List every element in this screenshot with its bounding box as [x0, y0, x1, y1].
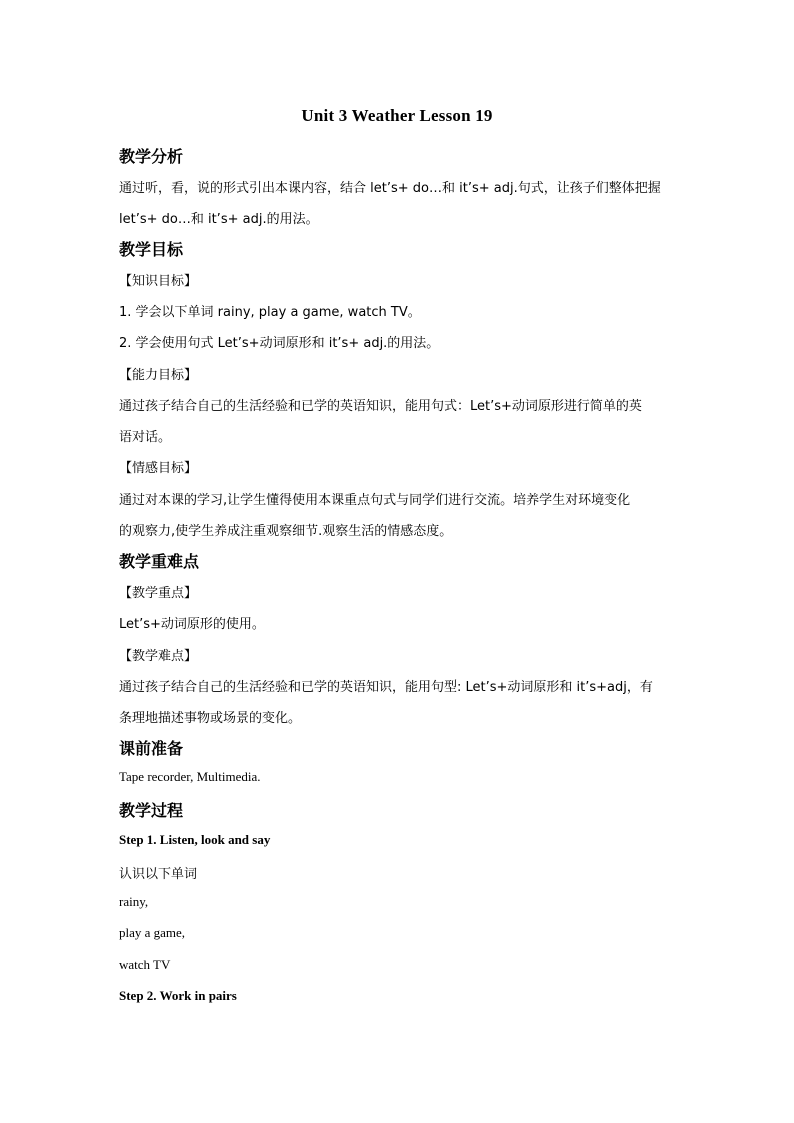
objectives-heading: 教学目标: [119, 240, 184, 259]
emotion-line-1: 通过对本课的学习,让学生懂得使用本课重点句式与同学们进行交流。培养学生对环境变化: [119, 493, 631, 508]
step-1-heading: Step 1. Listen, look and say: [119, 832, 271, 847]
process-heading: 教学过程: [119, 801, 184, 820]
knowledge-item-2: 2. 学会使用句式 Let’s+动词原形和 it’s+ adj.的用法。: [119, 336, 440, 351]
knowledge-label: 【知识目标】: [119, 274, 198, 289]
ability-line-2: 语对话。: [119, 430, 172, 445]
word-play-a-game: play a game,: [119, 925, 186, 940]
ability-label: 【能力目标】: [119, 368, 198, 383]
difficulty-line-1: 通过孩子结合自己的生活经验和已学的英语知识，能用句型: Let’s+动词原形和 it’s+adj，有: [119, 680, 653, 695]
prep-heading: 课前准备: [119, 739, 184, 758]
analysis-line-1: 通过听，看，说的形式引出本课内容，结合 let’s+ do…和 it’s+ adj.句式，让孩子们整体把握: [119, 181, 661, 196]
step-1-intro: 认识以下单词: [119, 867, 198, 882]
analysis-line-2: let’s+ do…和 it’s+ adj.的用法。: [119, 212, 319, 227]
knowledge-item-1: 1. 学会以下单词 rainy, play a game, watch TV。: [119, 305, 421, 320]
focus-text: Let’s+动词原形的使用。: [119, 617, 265, 632]
word-watch-tv: watch TV: [119, 957, 171, 972]
lesson-title: Unit 3 Weather Lesson 19: [301, 106, 493, 125]
prep-text: Tape recorder, Multimedia.: [119, 769, 261, 784]
emotion-line-2: 的观察力,使学生养成注重观察细节.观察生活的情感态度。: [119, 524, 453, 539]
emotion-label: 【情感目标】: [119, 461, 198, 476]
keypoints-heading: 教学重难点: [119, 552, 200, 571]
ability-line-1: 通过孩子结合自己的生活经验和已学的英语知识，能用句式：Let’s+动词原形进行简单的英: [119, 399, 642, 414]
difficulty-label: 【教学难点】: [119, 649, 198, 664]
focus-label: 【教学重点】: [119, 586, 198, 601]
difficulty-line-2: 条理地描述事物或场景的变化。: [119, 711, 302, 726]
word-rainy: rainy,: [119, 894, 149, 909]
step-2-heading: Step 2. Work in pairs: [119, 988, 237, 1003]
analysis-heading: 教学分析: [119, 147, 184, 166]
